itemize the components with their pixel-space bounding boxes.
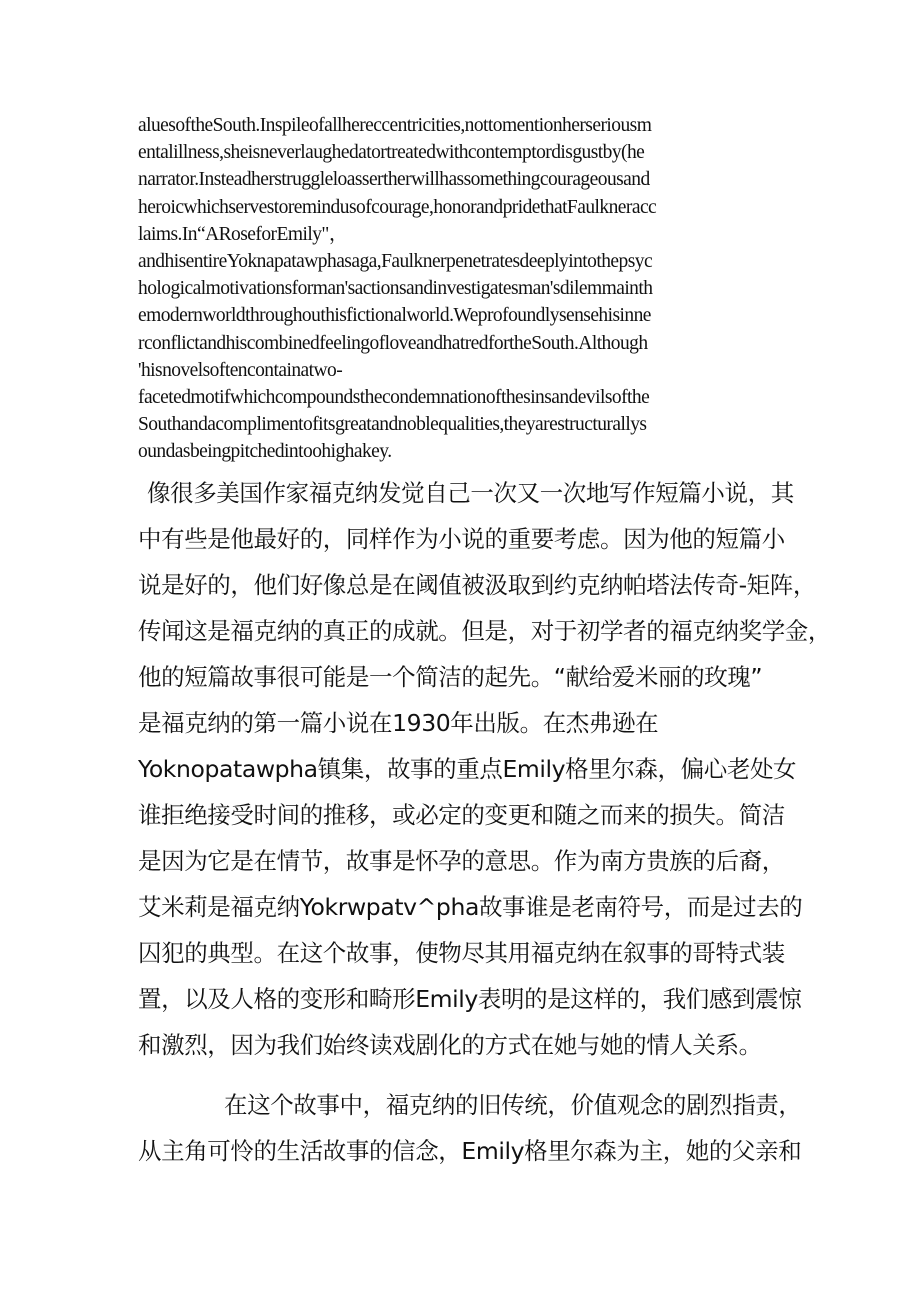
english-line: 'hisnovelsoftencontainatwo- <box>138 359 343 381</box>
english-line: entalillness,sheisneverlaughedatortreatedwithcontemptordisgustby(he <box>138 142 645 164</box>
english-line: facetedmotifwhichcompoundsthecondemnationofthesinsandevilsofthe <box>138 386 650 408</box>
chinese-paragraph-2 <box>138 1082 802 1174</box>
english-line: narrator.Insteadherstruggleloassertherwillhassomethingcourageousand <box>138 169 650 191</box>
english-line: andhisentireYoknapatawphasaga,Faulknerpenetratesdeeplyintothepsyc <box>138 250 653 272</box>
chinese-line: 囚犯的典型。在这个故事，使物尽其用福克纳在叙事的哥特式装 <box>138 939 785 967</box>
chinese-paragraph-1 <box>138 470 831 1068</box>
chinese-line: 是因为它是在情节，故事是怀孕的意思。作为南方贵族的后裔， <box>138 847 785 875</box>
chinese-line: 是福克纳的第一篇小说在1930年出版。在杰弗逊在 <box>138 709 659 737</box>
chinese-line: 传闻这是福克纳的真正的成就。但是，对于初学者的福克纳奖学金， <box>138 617 831 645</box>
english-paragraph <box>138 112 798 465</box>
chinese-text <box>138 470 831 1174</box>
chinese-line: Yoknopatawpha镇集，故事的重点Emily格里尔森，偏心老处女 <box>138 755 797 783</box>
chinese-line: 和激烈，因为我们始终读戏剧化的方式在她与她的情人关系。 <box>138 1031 762 1059</box>
chinese-line: 在这个故事中，福克纳的旧传统，价值观念的剧烈指责， <box>224 1091 802 1119</box>
english-line: emodernworldthroughouthisfictionalworld.Weprofoundlysensehisinne <box>138 305 651 327</box>
chinese-line: 从主角可怜的生活故事的信念，Emily格里尔森为主，她的父亲和 <box>138 1137 802 1165</box>
english-line: hologicalmotivationsforman'sactionsandinvestigatesman'sdilemmainth <box>138 278 653 300</box>
chinese-line: 他的短篇故事很可能是一个简洁的起先。“献给爱米丽的玫瑰” <box>138 663 763 691</box>
chinese-line: 说是好的，他们好像总是在阈值被汲取到约克纳帕塔法传奇-矩阵， <box>138 571 816 599</box>
english-line: aluesoftheSouth.Inspileofallhereccentricities,nottomentionherseriousm <box>138 115 652 136</box>
chinese-line: 中有些是他最好的，同样作为小说的重要考虑。因为他的短篇小 <box>138 525 785 553</box>
english-line: oundasbeingpitchedintoohighakey. <box>138 441 392 463</box>
chinese-line: 谁拒绝接受时间的推移，或必定的变更和随之而来的损失。简洁 <box>138 801 785 829</box>
paragraph-gap <box>138 1068 798 1082</box>
english-line: laims.In“ARoseforEmily"， <box>138 223 348 245</box>
chinese-line: 置，以及人格的变形和畸形Emily表明的是这样的，我们感到震惊 <box>138 985 802 1013</box>
english-line: rconflictandhiscombinedfeelingofloveandhatredfortheSouth.Although <box>138 332 648 354</box>
chinese-line: 像很多美国作家福克纳发觉自己一次又一次地写作短篇小说，其 <box>147 479 794 507</box>
english-line: Southandacomplimentofitsgreatandnoblequalities,theyarestructurallys <box>138 414 647 436</box>
english-line: heroicwhichservestoremindusofcourage,honorandpridethatFaulkneracc <box>138 196 657 218</box>
chinese-line: 艾米莉是福克纳Yokrwpatv^pha故事谁是老南符号，而是过去的 <box>138 893 803 921</box>
